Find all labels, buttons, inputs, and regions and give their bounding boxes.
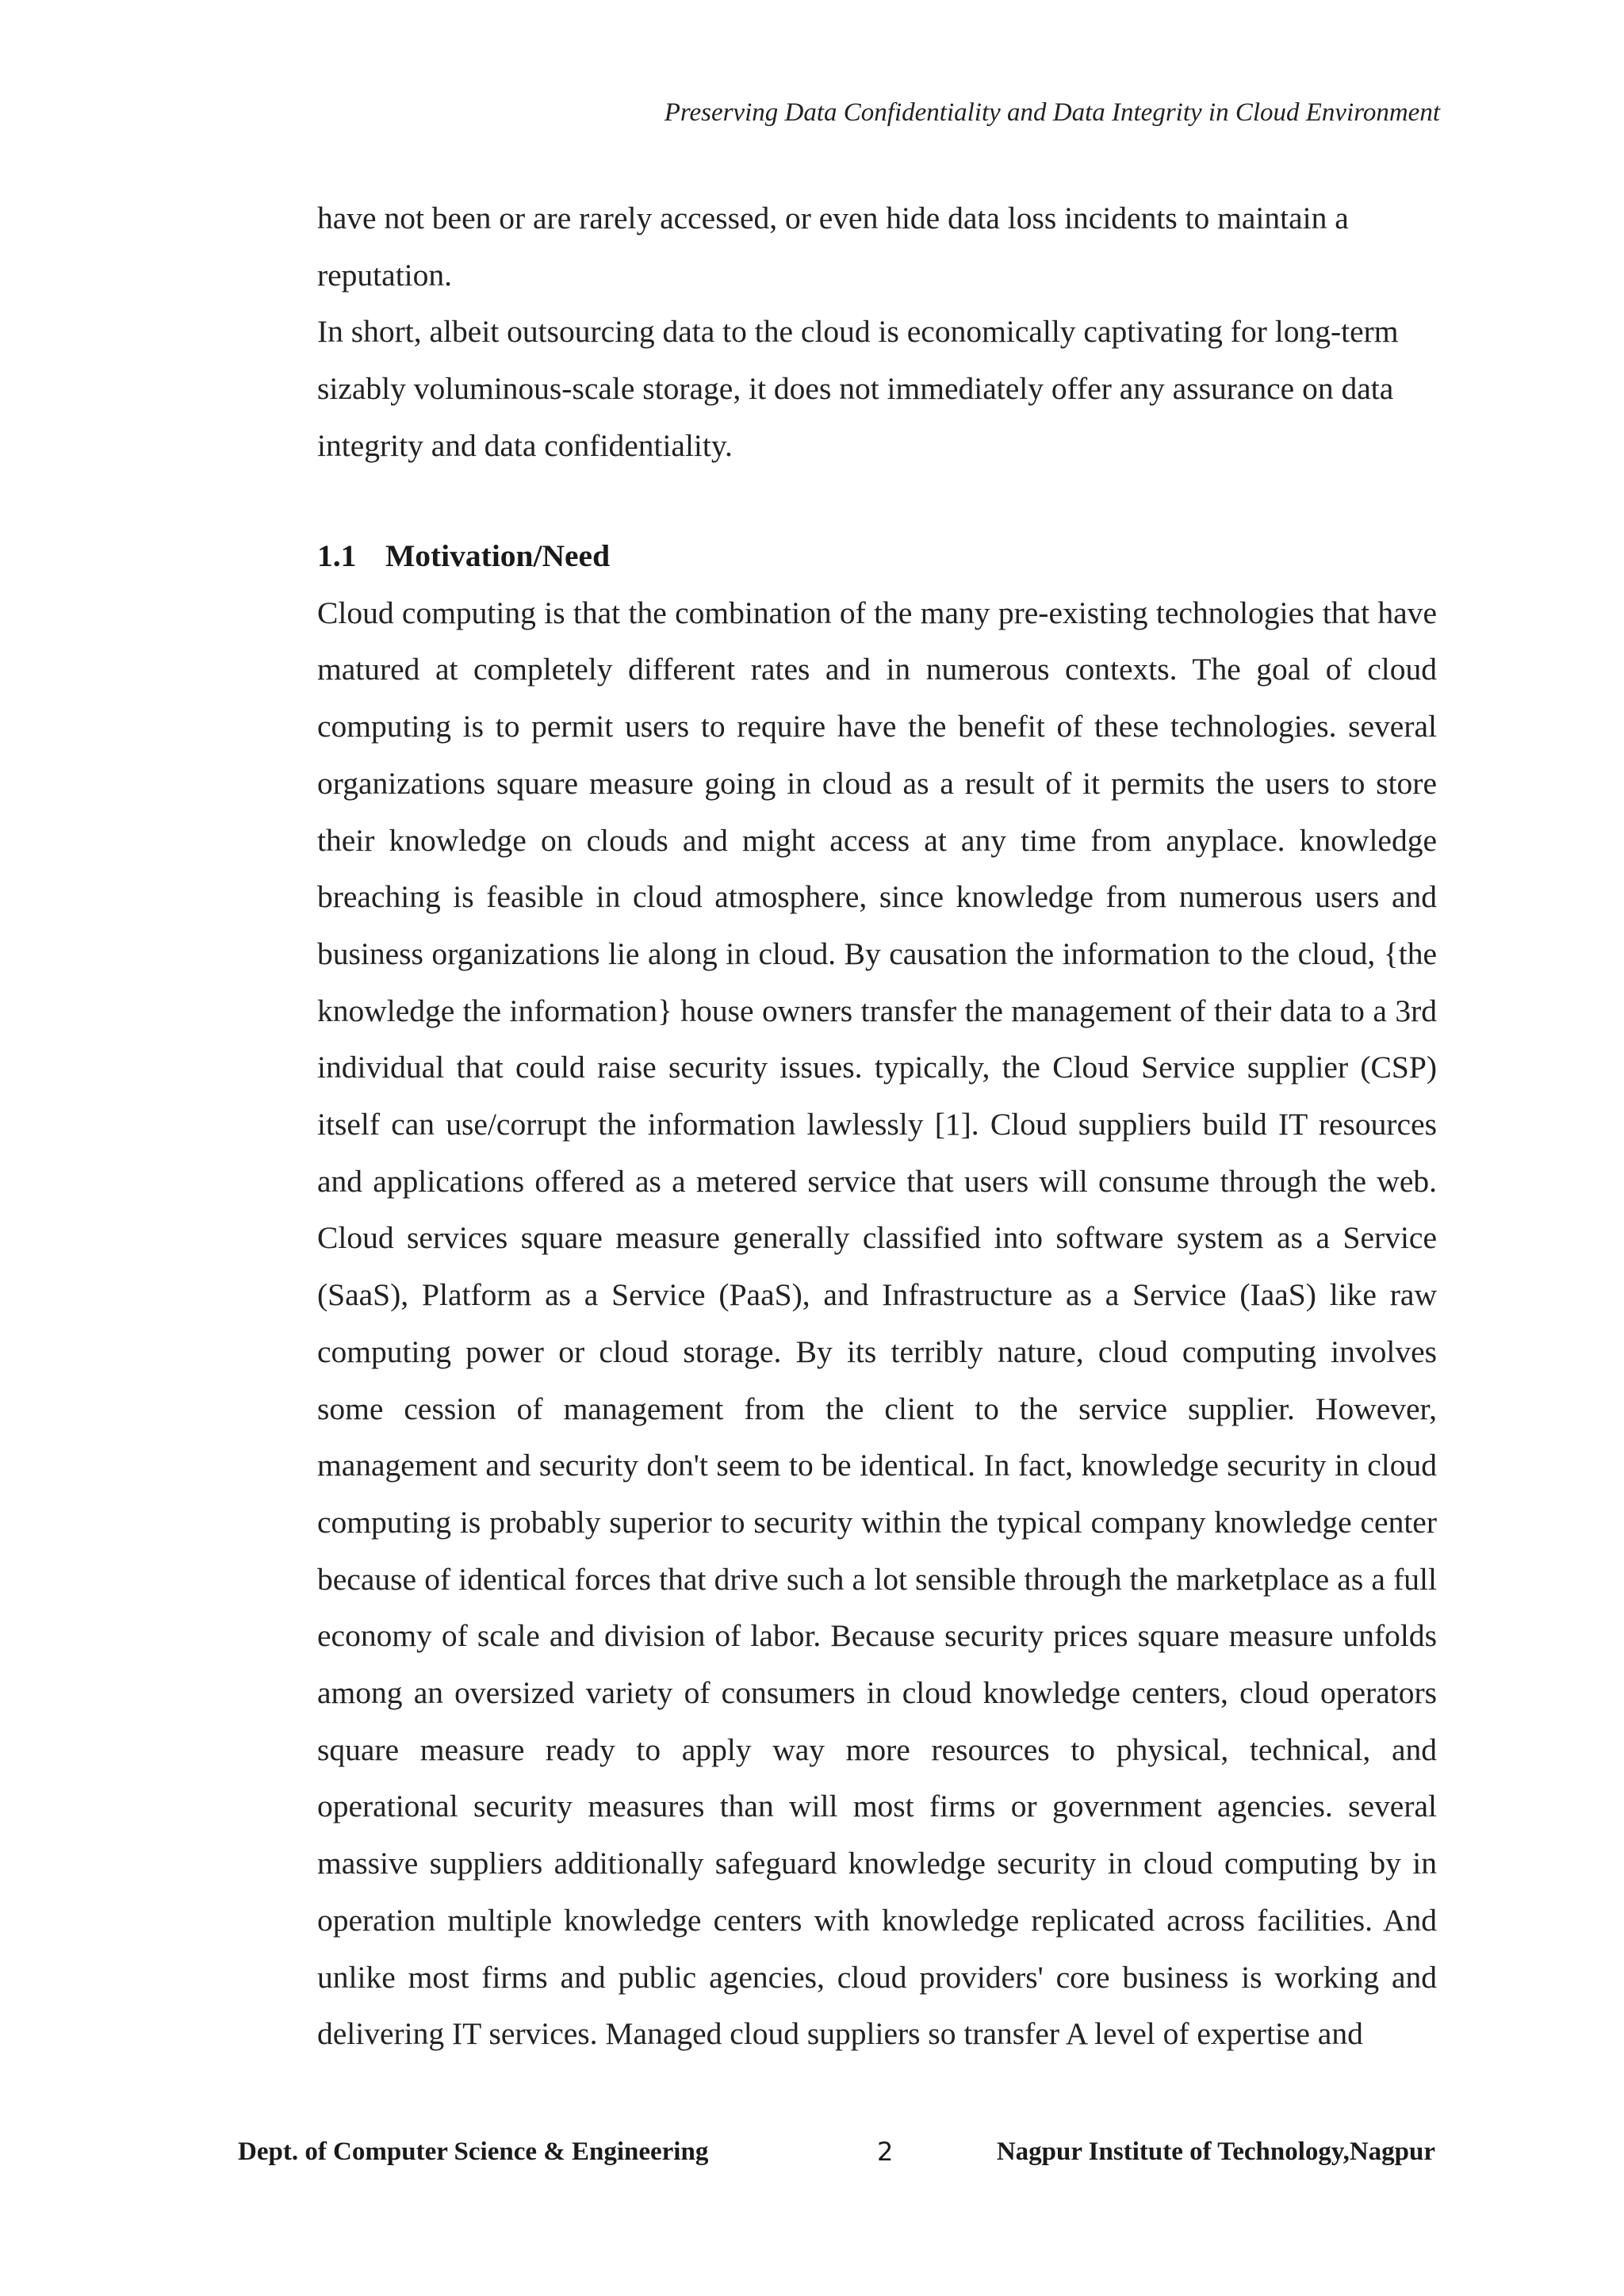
footer-department: Dept. of Computer Science & Engineering [238,2137,709,2166]
intro-paragraph-2: In short, albeit outsourcing data to the cloud is economically captivating for long-term sizably voluminous-scale storage, it does not immediately offer any assurance on data integrity and data confidentiality. [317,314,1399,463]
section-body-paragraph: Cloud computing is that the combination of the many pre-existing technologies that have matured at completely different rates and in numerous contexts. The goal of cloud computing is to permit users to require have the benefit of these technologies. several organizations square measure going in cloud as a result of it permits the users to store their knowledge on clouds and might access at any time from anyplace. knowledge breaching is feasible in cloud atmosphere, since knowledge from numerous users and business organizations lie along in cloud. By causation the information to the cloud, {the knowledge the information} house owners transfer the management of their data to a 3rd individual that could raise security issues. typically, the Cloud Service supplier (CSP) itself can use/corrupt the information lawlessly [1]. Cloud suppliers build IT resources and applications offered as a metered service that users will consume through the web. Cloud services square measure generally classified into software system as a Service (SaaS), Platform as a Service (PaaS), and Infrastructure as a Service (IaaS) like raw computing power or cloud storage. By its terribly nature, cloud computing involves some cession of management from the client to the service supplier. However, management and security don't seem to be identical. In fact, knowledge security in cloud computing is probably superior to security within the typical company knowledge center because of identical forces that drive such a lot sensible through the marketplace as a full economy of scale and division of labor. Because security prices square measure unfolds among an oversized variety of consumers in cloud knowledge centers, cloud operators square measure ready to apply way more resources to physical, technical, and operational security measures than will most firms or government agencies. several massive suppliers additionally safeguard knowledge security in cloud computing by in operation multiple knowledge centers with knowledge replicated across facilities. And unlike most firms and public agencies, cloud providers' core business is working and delivering IT services. Managed cloud suppliers so transfer A level of expertise and [317,595,1437,2052]
section-title: Motivation/Need [385,538,611,573]
section-motivation [317,528,1437,2063]
running-header: Preserving Data Confidentiality and Data Integrity in Cloud Environment [664,98,1440,127]
page-number: 2 [877,2137,894,2167]
intro-text [317,190,1437,475]
intro-paragraph-1: have not been or are rarely accessed, or even hide data loss incidents to maintain a reputation. [317,201,1349,293]
section-number: 1.1 [317,538,357,573]
footer-institute: Nagpur Institute of Technology,Nagpur [996,2137,1435,2166]
section-heading [317,528,1437,585]
page-footer [238,2133,1435,2171]
